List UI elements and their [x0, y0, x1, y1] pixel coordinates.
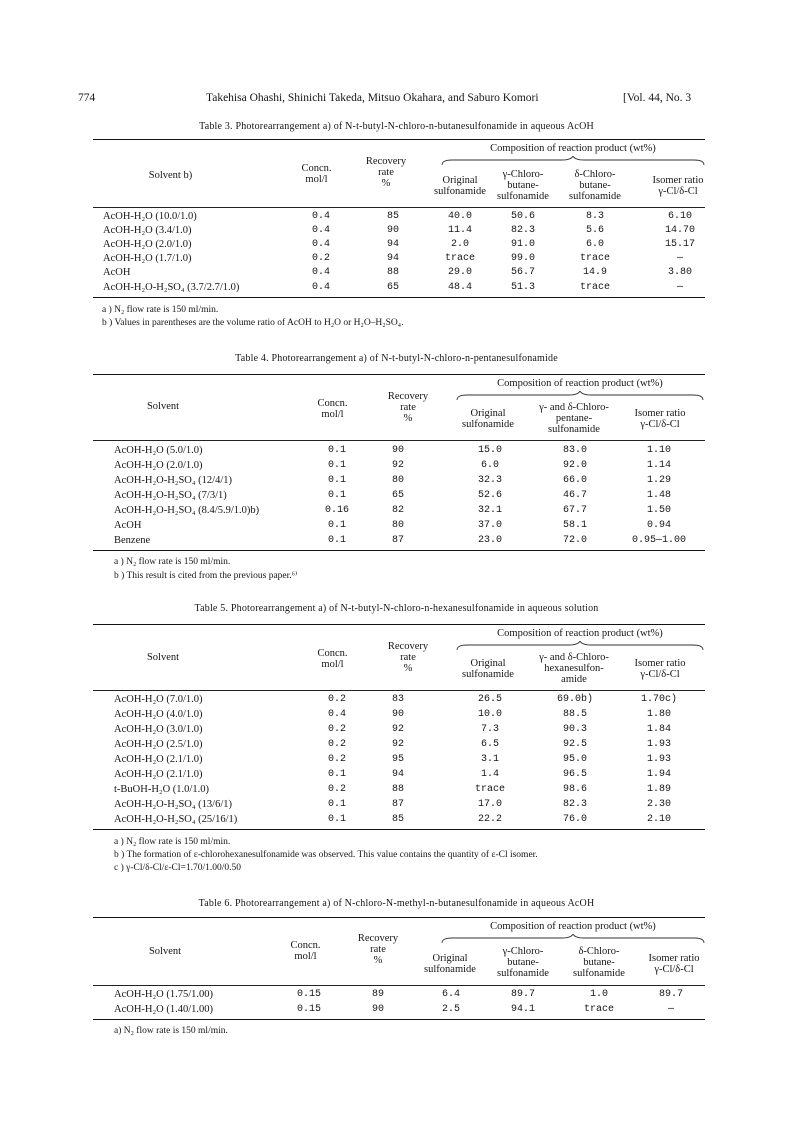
table-row: AcOH-H₂O (2.0/1.0) 0.4 94 2.0 91.0 6.0 15.17: [103, 239, 696, 250]
table-row: AcOH-H₂O (1.75/1.00) 0.15 89 6.4 89.7 1.0 89.7: [114, 989, 684, 1000]
table-rule: [93, 374, 705, 375]
header-original: Original sulfonamide: [462, 408, 514, 430]
header-concn: Concn. mol/l: [290, 940, 321, 962]
header-solvent: Solvent: [148, 946, 182, 957]
header-isomer-ratio: Isomer ratio γ-Cl/δ-Cl: [648, 953, 700, 975]
footnote: a ) N₂ flow rate is 150 ml/min.: [102, 305, 219, 315]
header-concn: Concn. mol/l: [301, 163, 332, 185]
header-original: Original sulfonamide: [462, 658, 514, 680]
header-composition: Composition of reaction product (wt%): [490, 921, 656, 932]
table-caption: Table 5. Photorearrangement a) of N-t-butyl-N-chloro-n-hexanesulfonamide in aqueous solution: [194, 603, 599, 614]
table-row: AcOH-H₂O-H₂SO₄ (12/4/1) 0.1 80 32.3 66.0 1.29: [114, 475, 672, 486]
header-isomer-ratio: Isomer ratio γ-Cl/δ-Cl: [634, 658, 686, 680]
header-concn: Concn. mol/l: [317, 648, 348, 670]
table-row: AcOH-H₂O (1.40/1.00) 0.15 90 2.5 94.1 trace —: [114, 1004, 675, 1015]
table-caption: Table 4. Photorearrangement a) of N-t-butyl-N-chloro-n-pentanesulfonamide: [235, 353, 558, 364]
page-number: 774: [78, 92, 96, 104]
header-solvent: Solvent: [146, 401, 180, 412]
table-rule: [93, 550, 705, 551]
table-row: AcOH-H₂O (4.0/1.0) 0.4 90 10.0 88.5 1.80: [114, 709, 672, 720]
table-rule: [93, 624, 705, 625]
header-gamma: γ-Chloro- butane- sulfonamide: [497, 169, 549, 202]
table-rule: [93, 829, 705, 830]
header-recovery: Recovery rate %: [365, 156, 407, 189]
header-gamma-delta: γ- and δ-Chloro- pentane- sulfonamide: [539, 402, 609, 435]
table-row: Benzene 0.1 87 23.0 72.0 0.95—1.00: [114, 535, 687, 546]
header-original: Original sulfonamide: [434, 175, 486, 197]
header-recovery: Recovery rate %: [357, 933, 399, 966]
footnote: b ) This result is cited from the previous paper.⁶⁾: [114, 571, 298, 581]
table-caption: Table 3. Photorearrangement a) of N-t-butyl-N-chloro-n-butanesulfonamide in aqueous AcOH: [199, 121, 594, 132]
table-row: AcOH-H₂O (1.7/1.0) 0.2 94 trace 99.0 trace —: [103, 253, 684, 264]
header-recovery: Recovery rate %: [387, 641, 429, 674]
table-row: AcOH-H₂O-H₂SO₄ (8.4/5.9/1.0)b) 0.16 82 32.1 67.7 1.50: [114, 505, 672, 516]
footnote: a ) N₂ flow rate is 150 ml/min.: [114, 837, 231, 847]
table-rule: [93, 139, 705, 140]
header-solvent: Solvent: [146, 652, 180, 663]
table-row: AcOH-H₂O-H₂SO₄ (7/3/1) 0.1 65 52.6 46.7 1.48: [114, 490, 672, 501]
table-row: AcOH-H₂O-H₂SO₄ (13/6/1) 0.1 87 17.0 82.3 2.30: [114, 799, 672, 810]
running-head-volume: [Vol. 44, No. 3: [623, 92, 692, 104]
header-recovery: Recovery rate %: [387, 391, 429, 424]
table-row: AcOH-H₂O (3.4/1.0) 0.4 90 11.4 82.3 5.6 14.70: [103, 225, 696, 236]
footnote: b ) The formation of ε-chlorohexanesulfonamide was observed. This value contains the quantity of ε-Cl isomer.: [114, 850, 538, 860]
table-row: AcOH-H₂O (2.1/1.0) 0.1 94 1.4 96.5 1.94: [114, 769, 672, 780]
table-row: AcOH-H₂O-H₂SO₄ (3.7/2.7/1.0) 0.4 65 48.4 51.3 trace —: [103, 282, 684, 293]
table-row: AcOH-H₂O-H₂SO₄ (25/16/1) 0.1 85 22.2 76.0 2.10: [114, 814, 672, 825]
brace-icon: [440, 934, 706, 944]
table-row: AcOH 0.1 80 37.0 58.1 0.94: [114, 520, 672, 531]
table-row: AcOH-H₂O (2.1/1.0) 0.2 95 3.1 95.0 1.93: [114, 754, 672, 765]
table-rule: [93, 917, 705, 918]
header-composition: Composition of reaction product (wt%): [497, 628, 663, 639]
table-row: AcOH-H₂O (2.0/1.0) 0.1 92 6.0 92.0 1.14: [114, 460, 672, 471]
table-caption: Table 6. Photorearrangement a) of N-chloro-N-methyl-n-butanesulfonamide in aqueous AcOH: [198, 898, 595, 909]
header-isomer-ratio: Isomer ratio γ-Cl/δ-Cl: [634, 408, 686, 430]
table-row: AcOH-H₂O (5.0/1.0) 0.1 90 15.0 83.0 1.10: [114, 445, 672, 456]
table-rule: [93, 207, 705, 208]
table-rule: [93, 690, 705, 691]
header-delta: δ-Chloro- butane- sulfonamide: [569, 169, 621, 202]
header-gamma: γ-Chloro- butane- sulfonamide: [497, 946, 549, 979]
footnote: b ) Values in parentheses are the volume ratio of AcOH to H₂O or H₂O–H₂SO₄.: [102, 318, 404, 328]
table-rule: [93, 297, 705, 298]
header-gamma-delta: γ- and δ-Chloro- hexanesulfon- amide: [539, 652, 609, 685]
header-composition: Composition of reaction product (wt%): [497, 378, 663, 389]
header-concn: Concn. mol/l: [317, 398, 348, 420]
table-row: AcOH-H₂O (10.0/1.0) 0.4 85 40.0 50.6 8.3 6.10: [103, 211, 693, 222]
table-row: AcOH-H₂O (3.0/1.0) 0.2 92 7.3 90.3 1.84: [114, 724, 672, 735]
footnote: c ) γ-Cl/δ-Cl/ε-Cl=1.70/1.00/0.50: [114, 863, 242, 873]
brace-icon: [440, 156, 706, 166]
header-original: Original sulfonamide: [424, 953, 476, 975]
table-row: AcOH 0.4 88 29.0 56.7 14.9 3.80: [103, 267, 693, 278]
brace-icon: [455, 391, 705, 401]
footnote: a) N₂ flow rate is 150 ml/min.: [114, 1026, 228, 1036]
header-delta: δ-Chloro- butane- sulfonamide: [573, 946, 625, 979]
table-row: AcOH-H₂O (7.0/1.0) 0.2 83 26.5 69.0b) 1.70c): [114, 694, 678, 705]
table-row: t-BuOH-H₂O (1.0/1.0) 0.2 88 trace 98.6 1.89: [114, 784, 672, 795]
table-row: AcOH-H₂O (2.5/1.0) 0.2 92 6.5 92.5 1.93: [114, 739, 672, 750]
header-composition: Composition of reaction product (wt%): [490, 143, 656, 154]
footnote: a ) N₂ flow rate is 150 ml/min.: [114, 557, 231, 567]
running-head-authors: Takehisa Ohashi, Shinichi Takeda, Mitsuo Okahara, and Saburo Komori: [206, 92, 539, 104]
table-rule: [93, 440, 705, 441]
header-solvent: Solvent b): [148, 170, 193, 181]
table-rule: [93, 1019, 705, 1020]
brace-icon: [455, 641, 705, 651]
table-rule: [93, 985, 705, 986]
header-isomer-ratio: Isomer ratio γ-Cl/δ-Cl: [652, 175, 704, 197]
